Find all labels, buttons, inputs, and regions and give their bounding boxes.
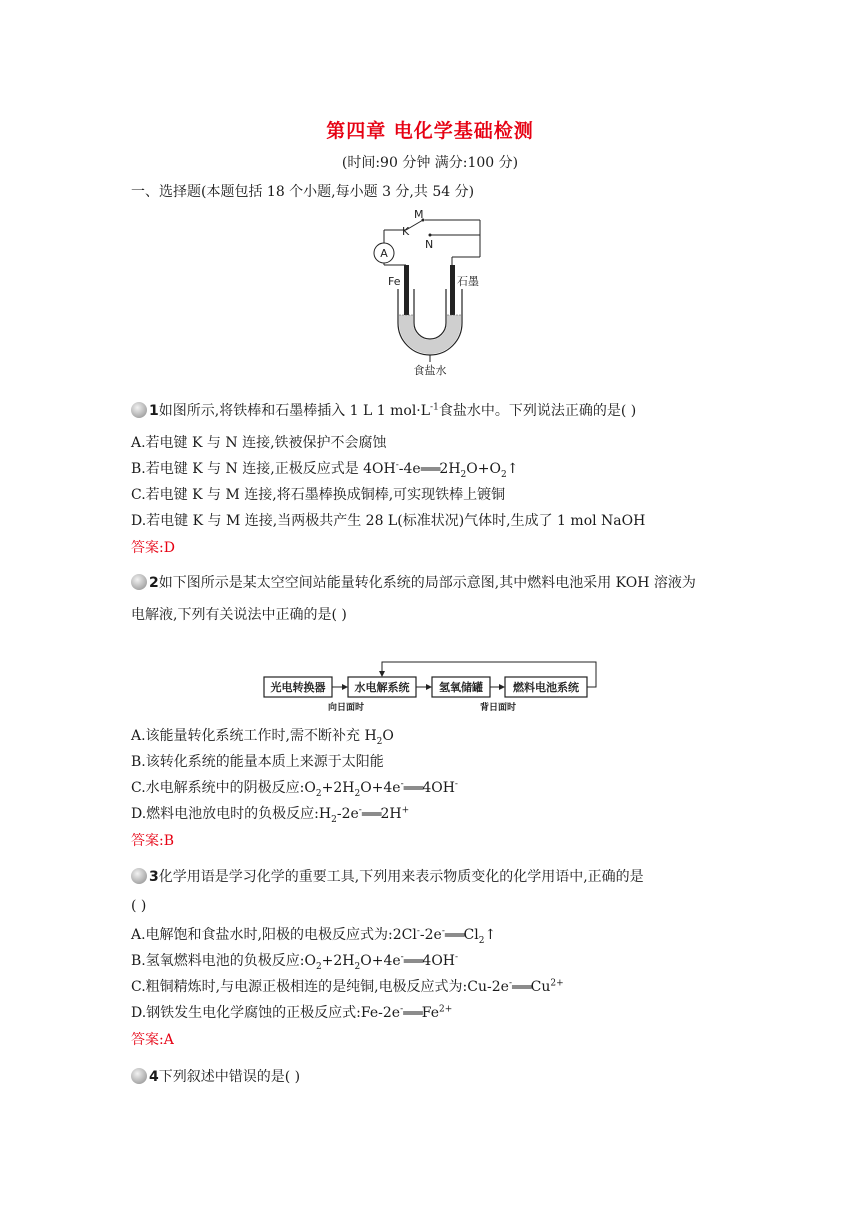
flow-box-fuel-cell: 燃料电池系统 [513,681,579,694]
question-1-option-a: A.若电键 K 与 N 连接,铁被保护不会腐蚀 [131,435,387,451]
ammeter-label: A [380,247,388,260]
flow-label-sunny: 向日面时 [327,703,365,713]
question-2-stem: 2如下图所示是某太空空间站能量转化系统的局部示意图,其中燃料电池采用 KOH 溶液为 [131,572,696,592]
question-2-option-d: D.燃料电池放电时的负极反应$:H_2-2e^-═══2H^+$ [131,805,410,825]
question-3-option-a: A.电解饱和食盐水时,阳极的电极反应式为$:2Cl^--2e^-═══Cl_2↑$ [131,926,497,946]
exam-info: (时间:90 分钟 满分:100 分) [341,155,519,171]
question-2-answer: 答案:B [131,833,175,849]
graphite-label: 石墨 [457,275,479,288]
question-2-option-a: A.该能量转化系统工作时,需不断补充 $H_2O$ [131,728,394,747]
question-1-option-d: D.若电键 K 与 M 连接,当两极共产生 28 L(标准状况)气体时,生成了 1 mol NaOH [131,513,646,529]
label-m: M [414,208,424,221]
flow-box-electrolysis: 水电解系统 [354,681,410,694]
flow-box-tank: 氢氧储罐 [439,681,483,694]
section-heading: 一、选择题(本题包括 18 个小题,每小题 3 分,共 54 分) [131,184,475,200]
question-2-option-c: C.水电解系统中的阴极反应$:O_2+2H_2O+4e^-═══4OH^-$ [131,779,458,799]
flow-box-converter: 光电转换器 [270,681,326,694]
question-3-option-d: D.钢铁发生电化学腐蚀的正极反应式$:Fe-2e^-═══Fe^{2+}$ [131,1004,453,1021]
question-3-stem: 3化学用语是学习化学的重要工具,下列用来表示物质变化的化学用语中,正确的是 [131,866,644,886]
question-bullet-icon [131,402,147,418]
fe-label: Fe [388,275,401,288]
question-bullet-icon [131,1068,147,1084]
question-1-answer: 答案:D [131,540,175,556]
label-k: K [402,225,410,238]
question-1-option-b: B.若电键 K 与 N 连接,正极反应式是 $4OH^--4e═══2H_2O+O_2↑$ [131,460,519,480]
label-n: N [425,238,434,251]
question-2-stem-continued: 电解液,下列有关说法中正确的是( ) [131,607,347,623]
question-bullet-icon [131,574,147,590]
question-3-answer: 答案:A [131,1032,174,1048]
question-1-option-c: C.若电键 K 与 M 连接,将石墨棒换成铜棒,可实现铁棒上镀铜 [131,487,506,503]
question-3-option-b: B.氢氧燃料电池的负极反应$:O_2+2H_2O+4e^-═══4OH^-$ [131,952,459,972]
saltwater-label: 食盐水 [413,364,447,377]
question-2-option-b: B.该转化系统的能量本质上来源于太阳能 [131,754,384,770]
question-3-option-c: C.粗铜精炼时,与电源正极相连的是纯铜,电极反应式为$:Cu-2e^-═══Cu^{2+}$ [131,978,564,995]
question-1-stem: 1如图所示,将铁棒和石墨棒插入 1 L 1 $mol\cdot L^{-1}$食盐水中。下列说法正确的是( ) [131,400,636,420]
flow-label-shade: 背日面时 [479,703,517,713]
u-tube-apparatus-figure [370,205,490,377]
energy-flow-diagram [262,656,602,714]
question-bullet-icon [131,868,147,884]
page-title: 第四章 电化学基础检测 [326,120,534,142]
question-3-stem-continued: ( ) [131,898,147,914]
question-4-stem: 4下列叙述中错误的是( ) [131,1066,300,1086]
